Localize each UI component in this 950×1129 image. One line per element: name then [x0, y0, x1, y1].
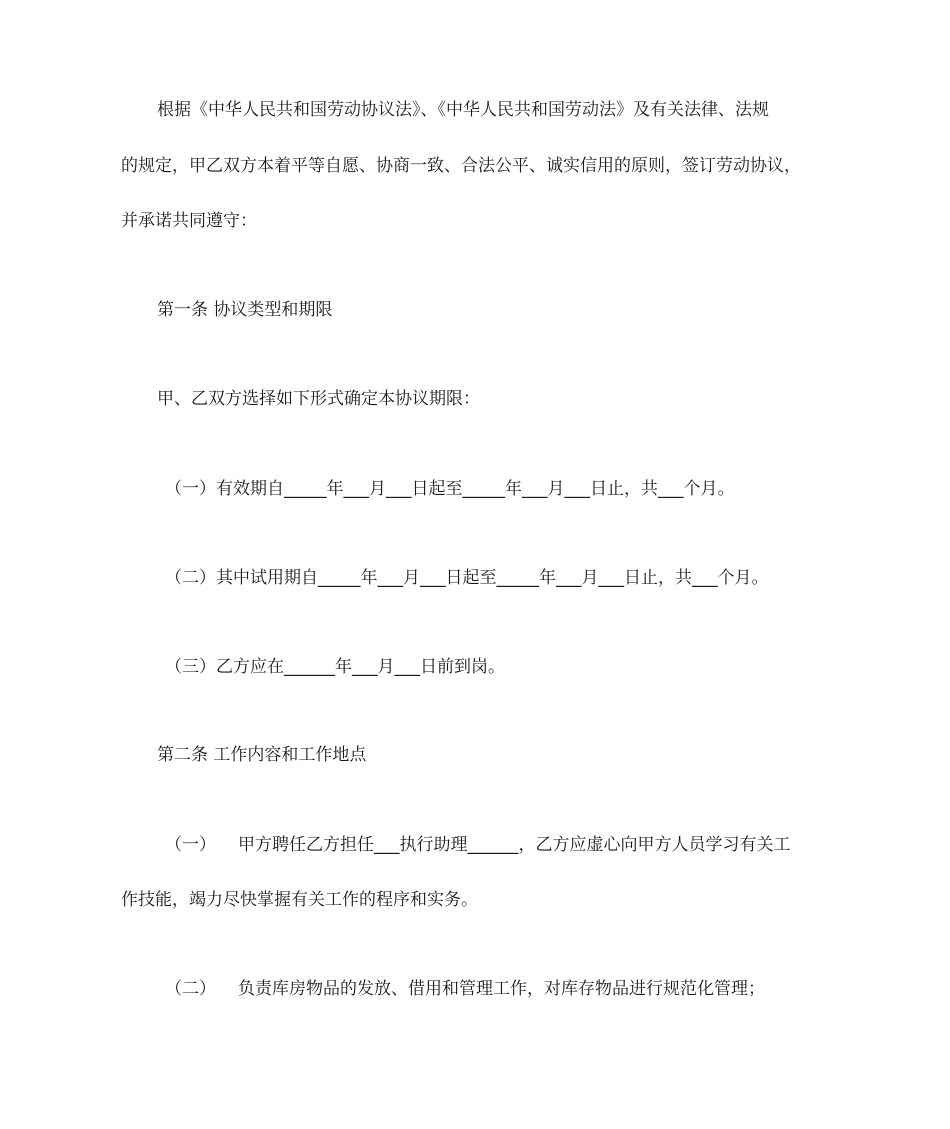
article-2-item-2 — [165, 977, 885, 1001]
article-2-item-2-number: （二） — [165, 979, 216, 999]
intro-line-3: 并承诺共同遵守： — [121, 211, 257, 231]
article-1-lead: 甲、乙双方选择如下形式确定本协议期限： — [157, 389, 480, 409]
intro-line-1: 根据《中华人民共和国劳动协议法》、《中华人民共和国劳动法》及有关法律、法规 — [157, 100, 769, 120]
article-2-item-2-text: 负责库房物品的发放、借用和管理工作，对库存物品进行规范化管理； — [238, 979, 765, 999]
article-2-item-1-continued: 作技能，竭力尽快掌握有关工作的程序和实务。 — [121, 890, 478, 910]
article-1-item-1: （一）有效期自_____年___月___日起至_____年___月___日止，共___个月。 — [165, 479, 735, 499]
intro-line-2: 的规定，甲乙双方本着平等自愿、协商一致、合法公平、诚实信用的原则，签订劳动协议， — [121, 156, 801, 176]
article-1-item-2: （二）其中试用期自_____年___月___日起至_____年___月___日止，共___个月。 — [165, 568, 769, 588]
article-2-item-1-text: 甲方聘任乙方担任___执行助理______，乙方应虚心向甲方人员学习有关工 — [238, 835, 791, 855]
article-2-item-1-number: （一） — [165, 835, 216, 855]
article-2-item-1 — [165, 833, 885, 857]
article-1-heading: 第一条 协议类型和期限 — [157, 300, 333, 320]
article-2-heading: 第二条 工作内容和工作地点 — [157, 745, 367, 765]
article-1-item-3: （三）乙方应在______年___月___日前到岗。 — [165, 657, 505, 677]
